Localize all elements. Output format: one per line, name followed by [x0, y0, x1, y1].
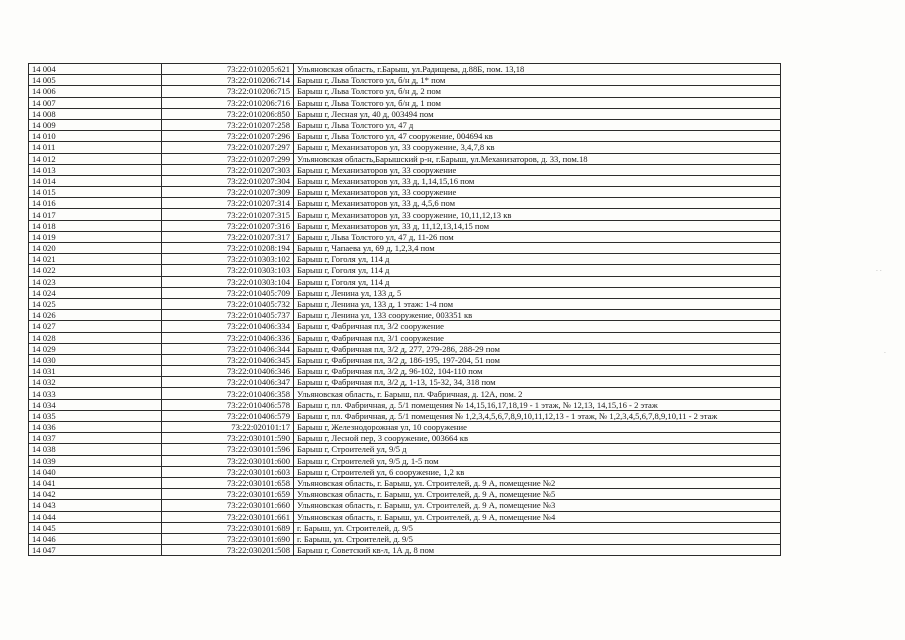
- row-number-cell: 14 007: [29, 97, 162, 108]
- cadastral-number-cell: 73:22:010207:258: [162, 119, 294, 130]
- address-cell: Барыш г, Льва Толстого ул, 47 сооружение, 004694 кв: [294, 131, 781, 142]
- property-registry-table: [28, 63, 781, 556]
- table-row: [29, 332, 781, 343]
- address-cell: Барыш г, Льва Толстого ул, 47 д, 11-26 пом: [294, 231, 781, 242]
- address-cell: Ульяновская область, г. Барыш, ул. Строителей, д. 9 А, помещение №3: [294, 500, 781, 511]
- table-row: [29, 209, 781, 220]
- cadastral-number-cell: 73:22:010406:347: [162, 377, 294, 388]
- cadastral-number-cell: 73:22:010303:102: [162, 254, 294, 265]
- address-cell: Ульяновская область, г.Барыш, ул.Радищева, д.88Б, пом. 13,18: [294, 64, 781, 75]
- table-row: [29, 500, 781, 511]
- cadastral-number-cell: 73:22:030101:689: [162, 522, 294, 533]
- cadastral-number-cell: 73:22:030101:590: [162, 433, 294, 444]
- row-number-cell: 14 004: [29, 64, 162, 75]
- row-number-cell: 14 028: [29, 332, 162, 343]
- address-cell: Барыш г, Ленина ул, 133 д, 5: [294, 287, 781, 298]
- address-cell: г. Барыш, ул. Строителей, д. 9/5: [294, 522, 781, 533]
- table-row: [29, 388, 781, 399]
- row-number-cell: 14 018: [29, 220, 162, 231]
- row-number-cell: 14 036: [29, 422, 162, 433]
- row-number-cell: 14 042: [29, 489, 162, 500]
- address-cell: Барыш г, Фабричная пл, 3/2 сооружение: [294, 321, 781, 332]
- table-row: [29, 433, 781, 444]
- address-cell: Барыш г, Механизаторов ул, 33 д, 11,12,13,14,15 пом: [294, 220, 781, 231]
- address-cell: Барыш г, Гоголя ул, 114 д: [294, 265, 781, 276]
- cadastral-number-cell: 73:22:030101:661: [162, 511, 294, 522]
- cadastral-number-cell: 73:22:010406:334: [162, 321, 294, 332]
- cadastral-number-cell: 73:22:030101:690: [162, 533, 294, 544]
- cadastral-number-cell: 73:22:010207:316: [162, 220, 294, 231]
- cadastral-number-cell: 73:22:010205:621: [162, 64, 294, 75]
- address-cell: Барыш г, Фабричная пл, 3/2 д, 277, 279-286, 288-29 пом: [294, 343, 781, 354]
- table-row: [29, 243, 781, 254]
- table-row: [29, 489, 781, 500]
- row-number-cell: 14 010: [29, 131, 162, 142]
- address-cell: Барыш г, Чапаева ул, 69 д, 1,2,3,4 пом: [294, 243, 781, 254]
- cadastral-number-cell: 73:22:010206:716: [162, 97, 294, 108]
- table-row: [29, 64, 781, 75]
- address-cell: Ульяновская область, г. Барыш, ул. Строителей, д. 9 А, помещение №4: [294, 511, 781, 522]
- row-number-cell: 14 037: [29, 433, 162, 444]
- row-number-cell: 14 008: [29, 108, 162, 119]
- table-row: [29, 533, 781, 544]
- address-cell: Барыш г, Фабричная пл, 3/2 д, 96-102, 104-110 пом: [294, 366, 781, 377]
- row-number-cell: 14 044: [29, 511, 162, 522]
- table-row: [29, 119, 781, 130]
- table-row: [29, 477, 781, 488]
- table-row: [29, 343, 781, 354]
- address-cell: Барыш г, Строителей ул, 9/5 д: [294, 444, 781, 455]
- row-number-cell: 14 047: [29, 545, 162, 556]
- address-cell: Барыш г, Механизаторов ул, 33 сооружение, 10,11,12,13 кв: [294, 209, 781, 220]
- address-cell: Ульяновская область, г. Барыш, ул. Строителей, д. 9 А, помещение №2: [294, 477, 781, 488]
- address-cell: Барыш г, пл. Фабричная, д. 5/1 помещения № 1,2,3,4,5,6,7,8,9,10,11,12,13 - 1 этаж, № 1,2,3,4,5,6,7,8,9,10,11 - 2 этаж: [294, 410, 781, 421]
- table-row: [29, 399, 781, 410]
- cadastral-number-cell: 73:22:030101:603: [162, 466, 294, 477]
- table-row: [29, 175, 781, 186]
- row-number-cell: 14 020: [29, 243, 162, 254]
- table-row: [29, 310, 781, 321]
- row-number-cell: 14 013: [29, 164, 162, 175]
- registry-table-body: [29, 64, 781, 556]
- cadastral-number-cell: 73:22:010406:358: [162, 388, 294, 399]
- table-row: [29, 444, 781, 455]
- table-row: [29, 198, 781, 209]
- table-row: [29, 455, 781, 466]
- table-row: [29, 254, 781, 265]
- row-number-cell: 14 034: [29, 399, 162, 410]
- cadastral-number-cell: 73:22:010405:737: [162, 310, 294, 321]
- row-number-cell: 14 029: [29, 343, 162, 354]
- address-cell: Барыш г, Лесная ул, 40 д, 003494 пом: [294, 108, 781, 119]
- address-cell: Барыш г, Гоголя ул, 114 д: [294, 276, 781, 287]
- cadastral-number-cell: 73:22:010303:104: [162, 276, 294, 287]
- row-number-cell: 14 032: [29, 377, 162, 388]
- address-cell: Барыш г, Строителей ул, 6 сооружение, 1,2 кв: [294, 466, 781, 477]
- row-number-cell: 14 035: [29, 410, 162, 421]
- address-cell: Барыш г, Фабричная пл, 3/1 сооружение: [294, 332, 781, 343]
- cadastral-number-cell: 73:22:030101:658: [162, 477, 294, 488]
- table-row: [29, 410, 781, 421]
- table-row: [29, 164, 781, 175]
- row-number-cell: 14 040: [29, 466, 162, 477]
- table-row: [29, 354, 781, 365]
- row-number-cell: 14 012: [29, 153, 162, 164]
- row-number-cell: 14 014: [29, 175, 162, 186]
- row-number-cell: 14 005: [29, 75, 162, 86]
- cadastral-number-cell: 73:22:010406:578: [162, 399, 294, 410]
- table-row: [29, 422, 781, 433]
- address-cell: Барыш г, Фабричная пл, 3/2 д, 186-195, 197-204, 51 пом: [294, 354, 781, 365]
- cadastral-number-cell: 73:22:010405:709: [162, 287, 294, 298]
- row-number-cell: 14 039: [29, 455, 162, 466]
- address-cell: Барыш г, Механизаторов ул, 33 сооружение, 3,4,7,8 кв: [294, 142, 781, 153]
- address-cell: Барыш г, Механизаторов ул, 33 д, 1,14,15,16 пом: [294, 175, 781, 186]
- row-number-cell: 14 024: [29, 287, 162, 298]
- address-cell: Барыш г, Гоголя ул, 114 д: [294, 254, 781, 265]
- table-row: [29, 366, 781, 377]
- table-row: [29, 522, 781, 533]
- table-row: [29, 287, 781, 298]
- address-cell: Ульяновская область, г. Барыш, ул. Строителей, д. 9 А, помещение №5: [294, 489, 781, 500]
- cadastral-number-cell: 73:22:010406:336: [162, 332, 294, 343]
- cadastral-number-cell: 73:22:010207:309: [162, 187, 294, 198]
- table-row: [29, 86, 781, 97]
- address-cell: г. Барыш, ул. Строителей, д. 9/5: [294, 533, 781, 544]
- row-number-cell: 14 041: [29, 477, 162, 488]
- table-row: [29, 511, 781, 522]
- table-row: [29, 377, 781, 388]
- row-number-cell: 14 033: [29, 388, 162, 399]
- table-row: [29, 131, 781, 142]
- address-cell: Барыш г, Строителей ул, 9/5 д, 1-5 пом: [294, 455, 781, 466]
- table-row: [29, 220, 781, 231]
- table-row: [29, 153, 781, 164]
- cadastral-number-cell: 73:22:030101:659: [162, 489, 294, 500]
- table-row: [29, 142, 781, 153]
- row-number-cell: 14 009: [29, 119, 162, 130]
- address-cell: Барыш г, Льва Толстого ул, б/н д, 2 пом: [294, 86, 781, 97]
- cadastral-number-cell: 73:22:030201:508: [162, 545, 294, 556]
- row-number-cell: 14 043: [29, 500, 162, 511]
- row-number-cell: 14 046: [29, 533, 162, 544]
- row-number-cell: 14 017: [29, 209, 162, 220]
- table-row: [29, 97, 781, 108]
- table-row: [29, 298, 781, 309]
- address-cell: Барыш г, Механизаторов ул, 33 сооружение: [294, 187, 781, 198]
- row-number-cell: 14 015: [29, 187, 162, 198]
- cadastral-number-cell: 73:22:010207:317: [162, 231, 294, 242]
- cadastral-number-cell: 73:22:010406:344: [162, 343, 294, 354]
- address-cell: Барыш г, Ленина ул, 133 сооружение, 003351 кв: [294, 310, 781, 321]
- address-cell: Барыш г, пл. Фабричная, д. 5/1 помещения № 14,15,16,17,18,19 - 1 этаж, № 12,13, 14,15,16 - 2 этаж: [294, 399, 781, 410]
- address-cell: Ульяновская область,Барышский р-н, г.Барыш, ул.Механизаторов, д. 33, пом.18: [294, 153, 781, 164]
- table-row: [29, 108, 781, 119]
- cadastral-number-cell: 73:22:010406:346: [162, 366, 294, 377]
- row-number-cell: 14 027: [29, 321, 162, 332]
- row-number-cell: 14 030: [29, 354, 162, 365]
- row-number-cell: 14 011: [29, 142, 162, 153]
- table-row: [29, 187, 781, 198]
- address-cell: Барыш г, Механизаторов ул, 33 сооружение: [294, 164, 781, 175]
- row-number-cell: 14 016: [29, 198, 162, 209]
- cadastral-number-cell: 73:22:010207:314: [162, 198, 294, 209]
- row-number-cell: 14 045: [29, 522, 162, 533]
- address-cell: Барыш г, Железнодорожная ул, 10 сооружение: [294, 422, 781, 433]
- address-cell: Барыш г, Советский кв-л, 1А д, 8 пом: [294, 545, 781, 556]
- table-row: [29, 276, 781, 287]
- cadastral-number-cell: 73:22:010206:715: [162, 86, 294, 97]
- table-row: [29, 545, 781, 556]
- cadastral-number-cell: 73:22:010207:299: [162, 153, 294, 164]
- row-number-cell: 14 026: [29, 310, 162, 321]
- cadastral-number-cell: 73:22:010207:297: [162, 142, 294, 153]
- row-number-cell: 14 031: [29, 366, 162, 377]
- cadastral-number-cell: 73:22:030101:660: [162, 500, 294, 511]
- cadastral-number-cell: 73:22:010207:304: [162, 175, 294, 186]
- cadastral-number-cell: 73:22:010207:296: [162, 131, 294, 142]
- row-number-cell: 14 038: [29, 444, 162, 455]
- row-number-cell: 14 025: [29, 298, 162, 309]
- row-number-cell: 14 019: [29, 231, 162, 242]
- row-number-cell: 14 006: [29, 86, 162, 97]
- cadastral-number-cell: 73:22:010406:345: [162, 354, 294, 365]
- cadastral-number-cell: 73:22:010207:315: [162, 209, 294, 220]
- margin-scan-mark: · ·: [876, 268, 882, 275]
- row-number-cell: 14 021: [29, 254, 162, 265]
- table-row: [29, 231, 781, 242]
- cadastral-number-cell: 73:22:020101:17: [162, 422, 294, 433]
- cadastral-number-cell: 73:22:030101:596: [162, 444, 294, 455]
- address-cell: Барыш г, Лесной пер, 3 сооружение, 003664 кв: [294, 433, 781, 444]
- cadastral-number-cell: 73:22:010207:303: [162, 164, 294, 175]
- row-number-cell: 14 023: [29, 276, 162, 287]
- address-cell: Барыш г, Льва Толстого ул, б/н д, 1* пом: [294, 75, 781, 86]
- address-cell: Ульяновская область, г. Барыш, пл. Фабричная, д. 12А, пом. 2: [294, 388, 781, 399]
- cadastral-number-cell: 73:22:010208:194: [162, 243, 294, 254]
- address-cell: Барыш г, Льва Толстого ул, 47 д: [294, 119, 781, 130]
- address-cell: Барыш г, Ленина ул, 133 д, 1 этаж: 1-4 пом: [294, 298, 781, 309]
- cadastral-number-cell: 73:22:030101:600: [162, 455, 294, 466]
- table-row: [29, 466, 781, 477]
- address-cell: Барыш г, Фабричная пл, 3/2 д, 1-13, 15-32, 34, 318 пом: [294, 377, 781, 388]
- table-row: [29, 75, 781, 86]
- cadastral-number-cell: 73:22:010406:579: [162, 410, 294, 421]
- margin-scan-mark: ·: [884, 350, 886, 357]
- cadastral-number-cell: 73:22:010206:850: [162, 108, 294, 119]
- cadastral-number-cell: 73:22:010303:103: [162, 265, 294, 276]
- table-row: [29, 265, 781, 276]
- address-cell: Барыш г, Льва Толстого ул, б/н д, 1 пом: [294, 97, 781, 108]
- cadastral-number-cell: 73:22:010405:732: [162, 298, 294, 309]
- table-row: [29, 321, 781, 332]
- row-number-cell: 14 022: [29, 265, 162, 276]
- address-cell: Барыш г, Механизаторов ул, 33 д, 4,5,6 пом: [294, 198, 781, 209]
- cadastral-number-cell: 73:22:010206:714: [162, 75, 294, 86]
